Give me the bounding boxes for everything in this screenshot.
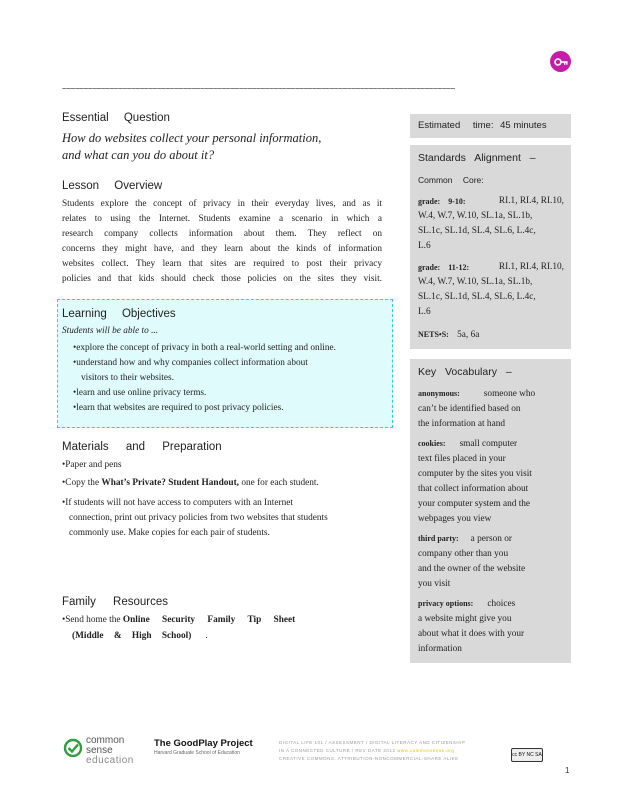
essential-question-line1: How do websites collect your personal information, (62, 131, 322, 145)
materials-item-internet (62, 496, 382, 541)
standards-line: SL.1c, SL.1d, SL.4, SL.6, L.4c, (418, 226, 536, 236)
nets-value: 5a, 6a (457, 330, 480, 340)
objectives-list (73, 341, 383, 416)
lesson-overview-heading: Lesson Overview (62, 180, 163, 192)
goodplay-subtitle: Harvard Graduate School of Education (154, 750, 240, 756)
vocab-def: computer by the sites you visit (418, 469, 532, 479)
cs-word-education: education (86, 755, 134, 766)
common-core-label: Common Core: (418, 175, 484, 185)
nets-label: NETS•S: (418, 330, 449, 339)
student-handout-link[interactable]: What’s Private? Student Handout, (101, 478, 239, 488)
family-item-line2 (72, 629, 208, 644)
standards-line: RI.1, RI.4, RI.10, (498, 196, 564, 206)
vocab-def: that collect information about (418, 484, 529, 494)
vocab-term: cookies: (418, 439, 446, 448)
fine-line: DIGITAL LIFE 101 / ASSESSMENT / DIGITAL LITERACY AND CITIZENSHIP (279, 740, 466, 745)
objectives-intro: Students will be able to ... (62, 326, 159, 336)
grade-11-12-label: grade: 11-12: (418, 263, 470, 272)
estimated-time (418, 120, 547, 131)
overview-line: policies and that kids should check those policies on the sites they visit. (62, 274, 382, 284)
standards-line: L.6 (418, 307, 431, 317)
vocab-def: company other than you (418, 549, 509, 559)
materials-line: •If students will not have access to computers with an Internet (62, 498, 293, 508)
vocab-def: a person or (470, 534, 512, 544)
overview-line: relates to using the Internet. Students examine a scenario in which a (62, 214, 382, 224)
vocab-def: someone who (483, 389, 536, 399)
objective-item: •learn and use online privacy terms. (73, 388, 207, 398)
vocab-term: anonymous: (418, 389, 460, 398)
family-prefix: •Send home the (62, 615, 123, 625)
vocab-privacy-options (418, 596, 564, 657)
common-sense-wordmark (86, 736, 134, 766)
learning-objectives-heading: Learning Objectives (62, 308, 176, 320)
creative-commons-badge: cc BY NC SA (511, 748, 543, 762)
vocab-def: your computer system and the (418, 499, 531, 509)
standards-line: W.4, W.7, W.10, SL.1a, SL.1b, (418, 211, 533, 221)
essential-question-heading: Essential Question (62, 112, 170, 124)
overview-line: websites collect. They learn that sites are required to post their privacy (62, 259, 382, 269)
materials-item2-suffix: one for each student. (239, 478, 319, 488)
nets-standards (418, 327, 479, 343)
vocab-cookies (418, 436, 564, 527)
standards-heading: Standards Alignment – (418, 152, 536, 164)
standards-line: RI.1, RI.4, RI.10, (498, 262, 564, 272)
cs-word-common: common (86, 735, 125, 746)
materials-item (62, 476, 382, 491)
overview-line: concerns they might have, and they learn about the kinds of information (62, 244, 382, 254)
estimated-value: 45 minutes (500, 120, 547, 131)
vocab-anonymous (418, 386, 564, 432)
cs-word-sense: sense (86, 745, 113, 756)
fine-line: IN A CONNECTED CULTURE / REV DATE 2012 (279, 748, 396, 753)
vocab-term: privacy options: (418, 599, 474, 608)
objective-item: •understand how and why companies collect information about (73, 358, 308, 368)
checkmark-icon (63, 738, 83, 758)
family-resources-heading: Family Resources (62, 596, 169, 608)
grade-9-10-standards (418, 194, 564, 254)
page-number: 1 (565, 766, 570, 775)
key-icon (550, 51, 571, 72)
vocab-def: about what it does with your (418, 629, 525, 639)
family-suffix: . (205, 631, 208, 641)
vocab-def: you visit (418, 579, 451, 589)
standards-line: W.4, W.7, W.10, SL.1a, SL.1b, (418, 277, 533, 287)
vocab-third-party (418, 531, 564, 592)
lesson-overview-text (62, 197, 382, 287)
vocab-def: webpages you view (418, 514, 492, 524)
vocab-def: a website might give you (418, 614, 512, 624)
materials-heading: Materials and Preparation (62, 441, 222, 453)
decorative-divider: ~~~~~~~~~~~~~~~~~~~~~~~~~~~~~~~~~~~~~~~~~~~~~~~~~~~~~~~~~~~~~~~~~~~~~~~~~~~~~~~~~~~~~~~~~~~ (62, 84, 455, 93)
standards-line: SL.1c, SL.1d, SL.4, SL.6, L.4c, (418, 292, 536, 302)
objective-item-continued: visitors to their websites. (81, 373, 174, 383)
objective-item: •explore the concept of privacy in both a real-world setting and online. (73, 343, 336, 353)
tip-sheet-link[interactable]: Online Security Family Tip Sheet (122, 615, 296, 625)
grade-9-10-label: grade: 9-10: (418, 197, 466, 206)
fine-line: CREATIVE COMMONS: ATTRIBUTION-NONCOMMERCIAL-SHARE ALIKE (279, 756, 459, 761)
vocab-def: text files placed in your (418, 454, 506, 464)
vocab-term: third party: (418, 534, 459, 543)
overview-line: Students explore the concept of privacy in their everyday lives, and as it (62, 199, 382, 209)
goodplay-title: The GoodPlay Project (154, 738, 253, 749)
vocab-def: small computer (459, 439, 518, 449)
vocab-def: information (418, 644, 462, 654)
materials-item: •Paper and pens (62, 460, 122, 470)
footer-website-link[interactable]: www.commonsense.org (397, 748, 455, 753)
overview-line: research company collects information about them. They reflect on (62, 229, 382, 239)
materials-item2-prefix: •Copy the (62, 478, 102, 488)
family-item (62, 613, 382, 628)
footer-fine-print (279, 739, 504, 763)
materials-line: connection, print out privacy policies from two websites that students (69, 513, 328, 523)
standards-line: L.6 (418, 241, 431, 251)
tip-sheet-level[interactable]: (Middle & High School) (72, 631, 192, 641)
objective-item: •learn that websites are required to post privacy policies. (73, 403, 284, 413)
estimated-label: Estimated time: (418, 120, 494, 131)
vocab-def: and the owner of the website (418, 564, 526, 574)
vocab-def: choices (487, 599, 516, 609)
grade-11-12-standards (418, 260, 564, 320)
essential-question-line2: and what can you do about it? (62, 148, 215, 162)
vocab-def: the information at hand (418, 419, 506, 429)
materials-line: commonly use. Make copies for each pair of students. (69, 528, 270, 538)
common-sense-logo (63, 738, 83, 763)
vocabulary-heading: Key Vocabulary – (418, 366, 512, 378)
vocab-def: can’t be identified based on (418, 404, 521, 414)
